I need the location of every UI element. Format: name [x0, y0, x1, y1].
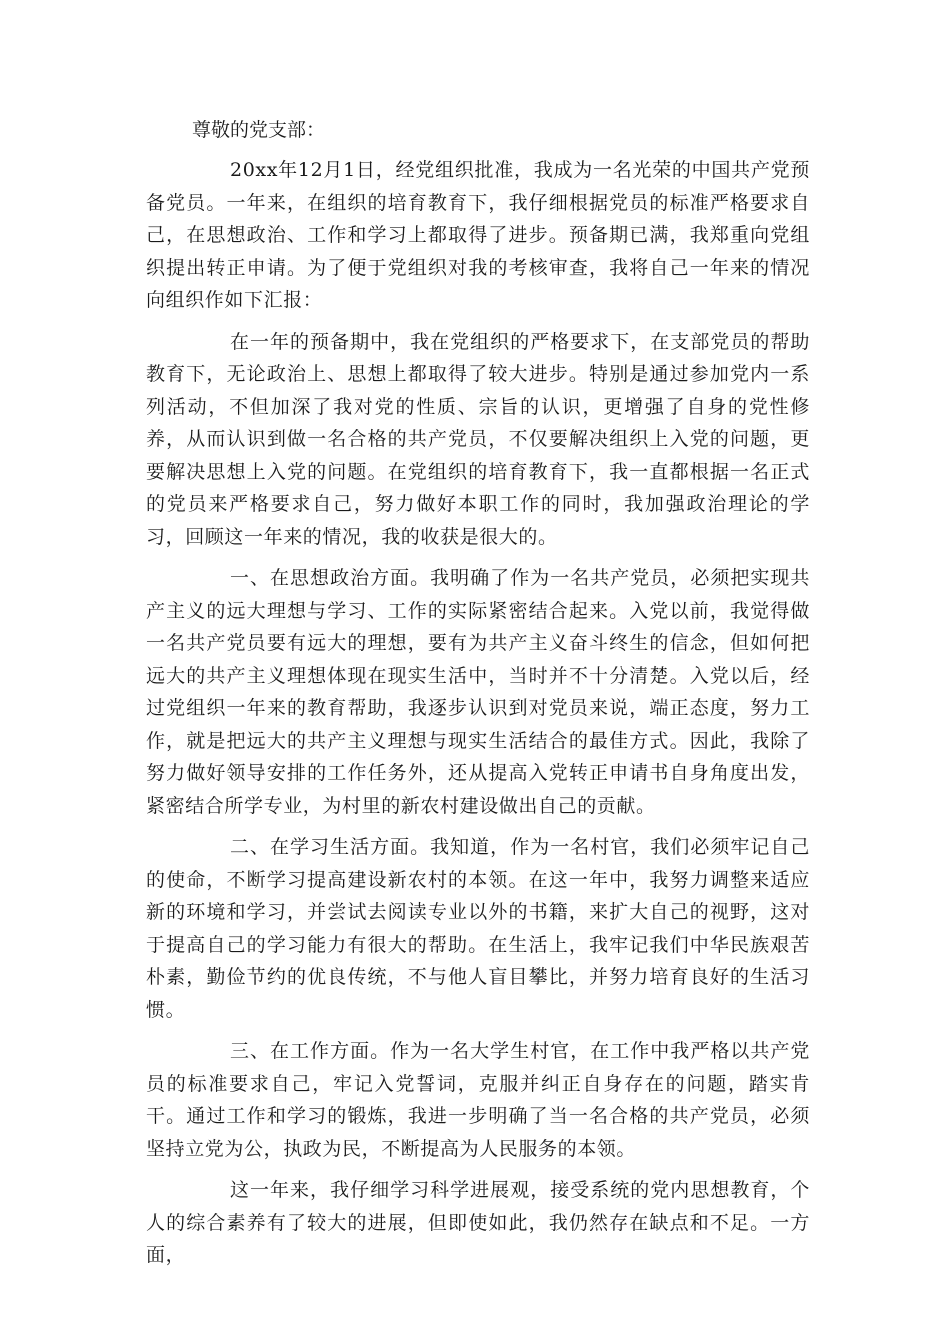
paragraph-study-life: 二、在学习生活方面。我知道，作为一名村官，我们必须牢记自己的使命，不断学习提高建设新农村的本领。在这一年中，我努力调整来适应新的环境和学习，并尝试去阅读专业以外的书籍，来扩大自己的视野，这对于提高自己的学习能力有很大的帮助。在生活上，我牢记我们中华民族艰苦朴素，勤俭节约的优良传统，不与他人盲目攀比，并努力培育良好的生活习惯。 [146, 836, 810, 1021]
letter-body [146, 114, 810, 1272]
paragraph-shortcomings: 这一年来，我仔细学习科学进展观，接受系统的党内思想教育，个人的综合素养有了较大的进展，但即使如此，我仍然存在缺点和不足。一方面， [146, 1179, 810, 1266]
paragraph-probation-summary: 在一年的预备期中，我在党组织的严格要求下，在支部党员的帮助教育下，无论政治上、思想上都取得了较大进步。特别是通过参加党内一系列活动，不但加深了我对党的性质、宗旨的认识，更增强了自身的党性修养，从而认识到做一名合格的共产党员，不仅要解决组织上入党的问题，更要解决思想上入党的问题。在党组织的培育教育下，我一直都根据一名正式的党员来严格要求自己，努力做好本职工作的同时，我加强政治理论的学习，回顾这一年来的情况，我的收获是很大的。 [146, 330, 810, 548]
paragraph-intro: 20xx年12月1日，经党组织批准，我成为一名光荣的中国共产党预备党员。一年来，在组织的培育教育下，我仔细根据党员的标准严格要求自己，在思想政治、工作和学习上都取得了进步。预备期已满，我郑重向党组织提出转正申请。为了便于党组织对我的考核审查，我将自己一年来的情况向组织作如下汇报： [146, 159, 810, 311]
paragraph-political-thought: 一、在思想政治方面。我明确了作为一名共产党员，必须把实现共产主义的远大理想与学习、工作的实际紧密结合起来。入党以前，我觉得做一名共产党员要有远大的理想，要有为共产主义奋斗终生的信念，但如何把远大的共产主义理想体现在现实生活中，当时并不十分清楚。入党以后，经过党组织一年来的教育帮助，我逐步认识到对党员来说，端正态度，努力工作，就是把远大的共产主义理想与现实生活结合的最佳方式。因此，我除了努力做好领导安排的工作任务外，还从提高入党转正申请书自身角度出发，紧密结合所学专业，为村里的新农村建设做出自己的贡献。 [146, 567, 810, 817]
salutation: 尊敬的党支部： [192, 119, 326, 141]
paragraph-work: 三、在工作方面。作为一名大学生村官，在工作中我严格以共产党员的标准要求自己，牢记入党誓词，克服并纠正自身存在的问题，踏实肯干。通过工作和学习的锻炼，我进一步明确了当一名合格的共产党员，必须坚持立党为公，执政为民，不断提高为人民服务的本领。 [146, 1040, 810, 1160]
